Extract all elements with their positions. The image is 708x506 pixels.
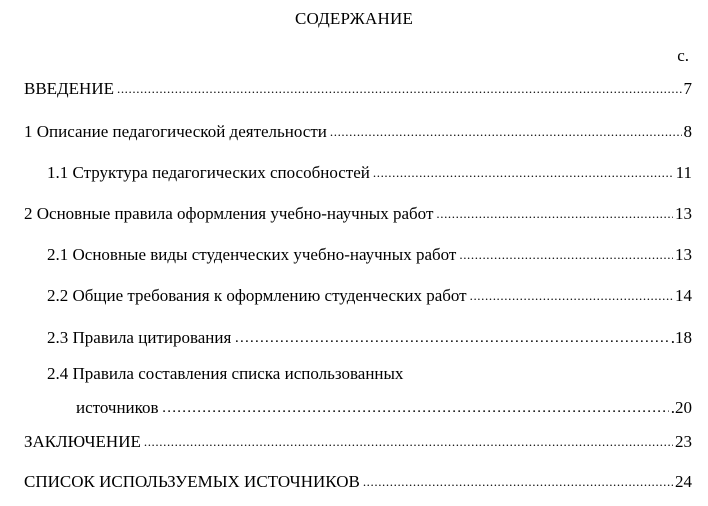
toc-entry-section-1[interactable]	[24, 122, 692, 143]
toc-entry-label: 2 Основные правила оформления учебно-научных работ	[24, 204, 434, 223]
dot-leader	[436, 203, 673, 224]
toc-entry-page-number: 7	[683, 79, 692, 98]
dot-leader	[162, 397, 669, 418]
dot-leader	[373, 162, 674, 183]
dot-leader	[330, 121, 682, 142]
toc-entry-section-2[interactable]	[24, 204, 692, 225]
toc-entry-references[interactable]	[24, 472, 692, 493]
dot-leader	[144, 431, 673, 452]
toc-entry-page-number: 13	[675, 245, 692, 264]
page-column-label: с.	[677, 46, 689, 65]
toc-entry-label: 1.1 Структура педагогических способностей	[47, 163, 370, 182]
toc-entry-section-2-1[interactable]	[47, 245, 692, 266]
toc-entry-label: 2.2 Общие требования к оформлению студенческих работ	[47, 286, 467, 305]
toc-entry-label: 2.3 Правила цитирования	[47, 328, 232, 347]
dot-leader	[459, 244, 673, 265]
toc-entry-introduction[interactable]	[24, 79, 692, 100]
dot-leader	[234, 327, 668, 348]
toc-entry-label: ВВЕДЕНИЕ	[24, 79, 114, 98]
toc-entry-section-2-3[interactable]	[47, 328, 692, 349]
dot-leader	[117, 78, 682, 99]
toc-entry-label: источников	[76, 398, 159, 417]
toc-entry-section-1-1[interactable]	[47, 163, 692, 184]
dot-leader	[363, 471, 673, 492]
toc-entry-label: ЗАКЛЮЧЕНИЕ	[24, 432, 141, 451]
document-title: СОДЕРЖАНИЕ	[294, 9, 414, 28]
toc-entry-label: 1 Описание педагогической деятельности	[24, 122, 327, 141]
toc-entry-page-number: 13	[675, 204, 692, 223]
toc-entry-page-number: .20	[670, 398, 692, 417]
toc-entry-page-number: 8	[683, 122, 692, 141]
toc-entry-page-number: .18	[670, 328, 692, 347]
toc-entry-label: 2.1 Основные виды студенческих учебно-научных работ	[47, 245, 457, 264]
dot-leader	[470, 285, 673, 306]
toc-entry-page-number: 11	[675, 163, 692, 182]
toc-entry-conclusion[interactable]	[24, 432, 692, 453]
toc-entry-section-2-4[interactable]	[76, 398, 692, 419]
toc-entry-label: СПИСОК ИСПОЛЬЗУЕМЫХ ИСТОЧНИКОВ	[24, 472, 360, 491]
toc-entry-page-number: 23	[675, 432, 692, 451]
toc-entry-section-2-4-line1[interactable]: 2.4 Правила составления списка использованных	[47, 364, 404, 383]
toc-entry-page-number: 14	[675, 286, 692, 305]
toc-entry-section-2-2[interactable]	[47, 286, 692, 307]
toc-entry-page-number: 24	[675, 472, 692, 491]
